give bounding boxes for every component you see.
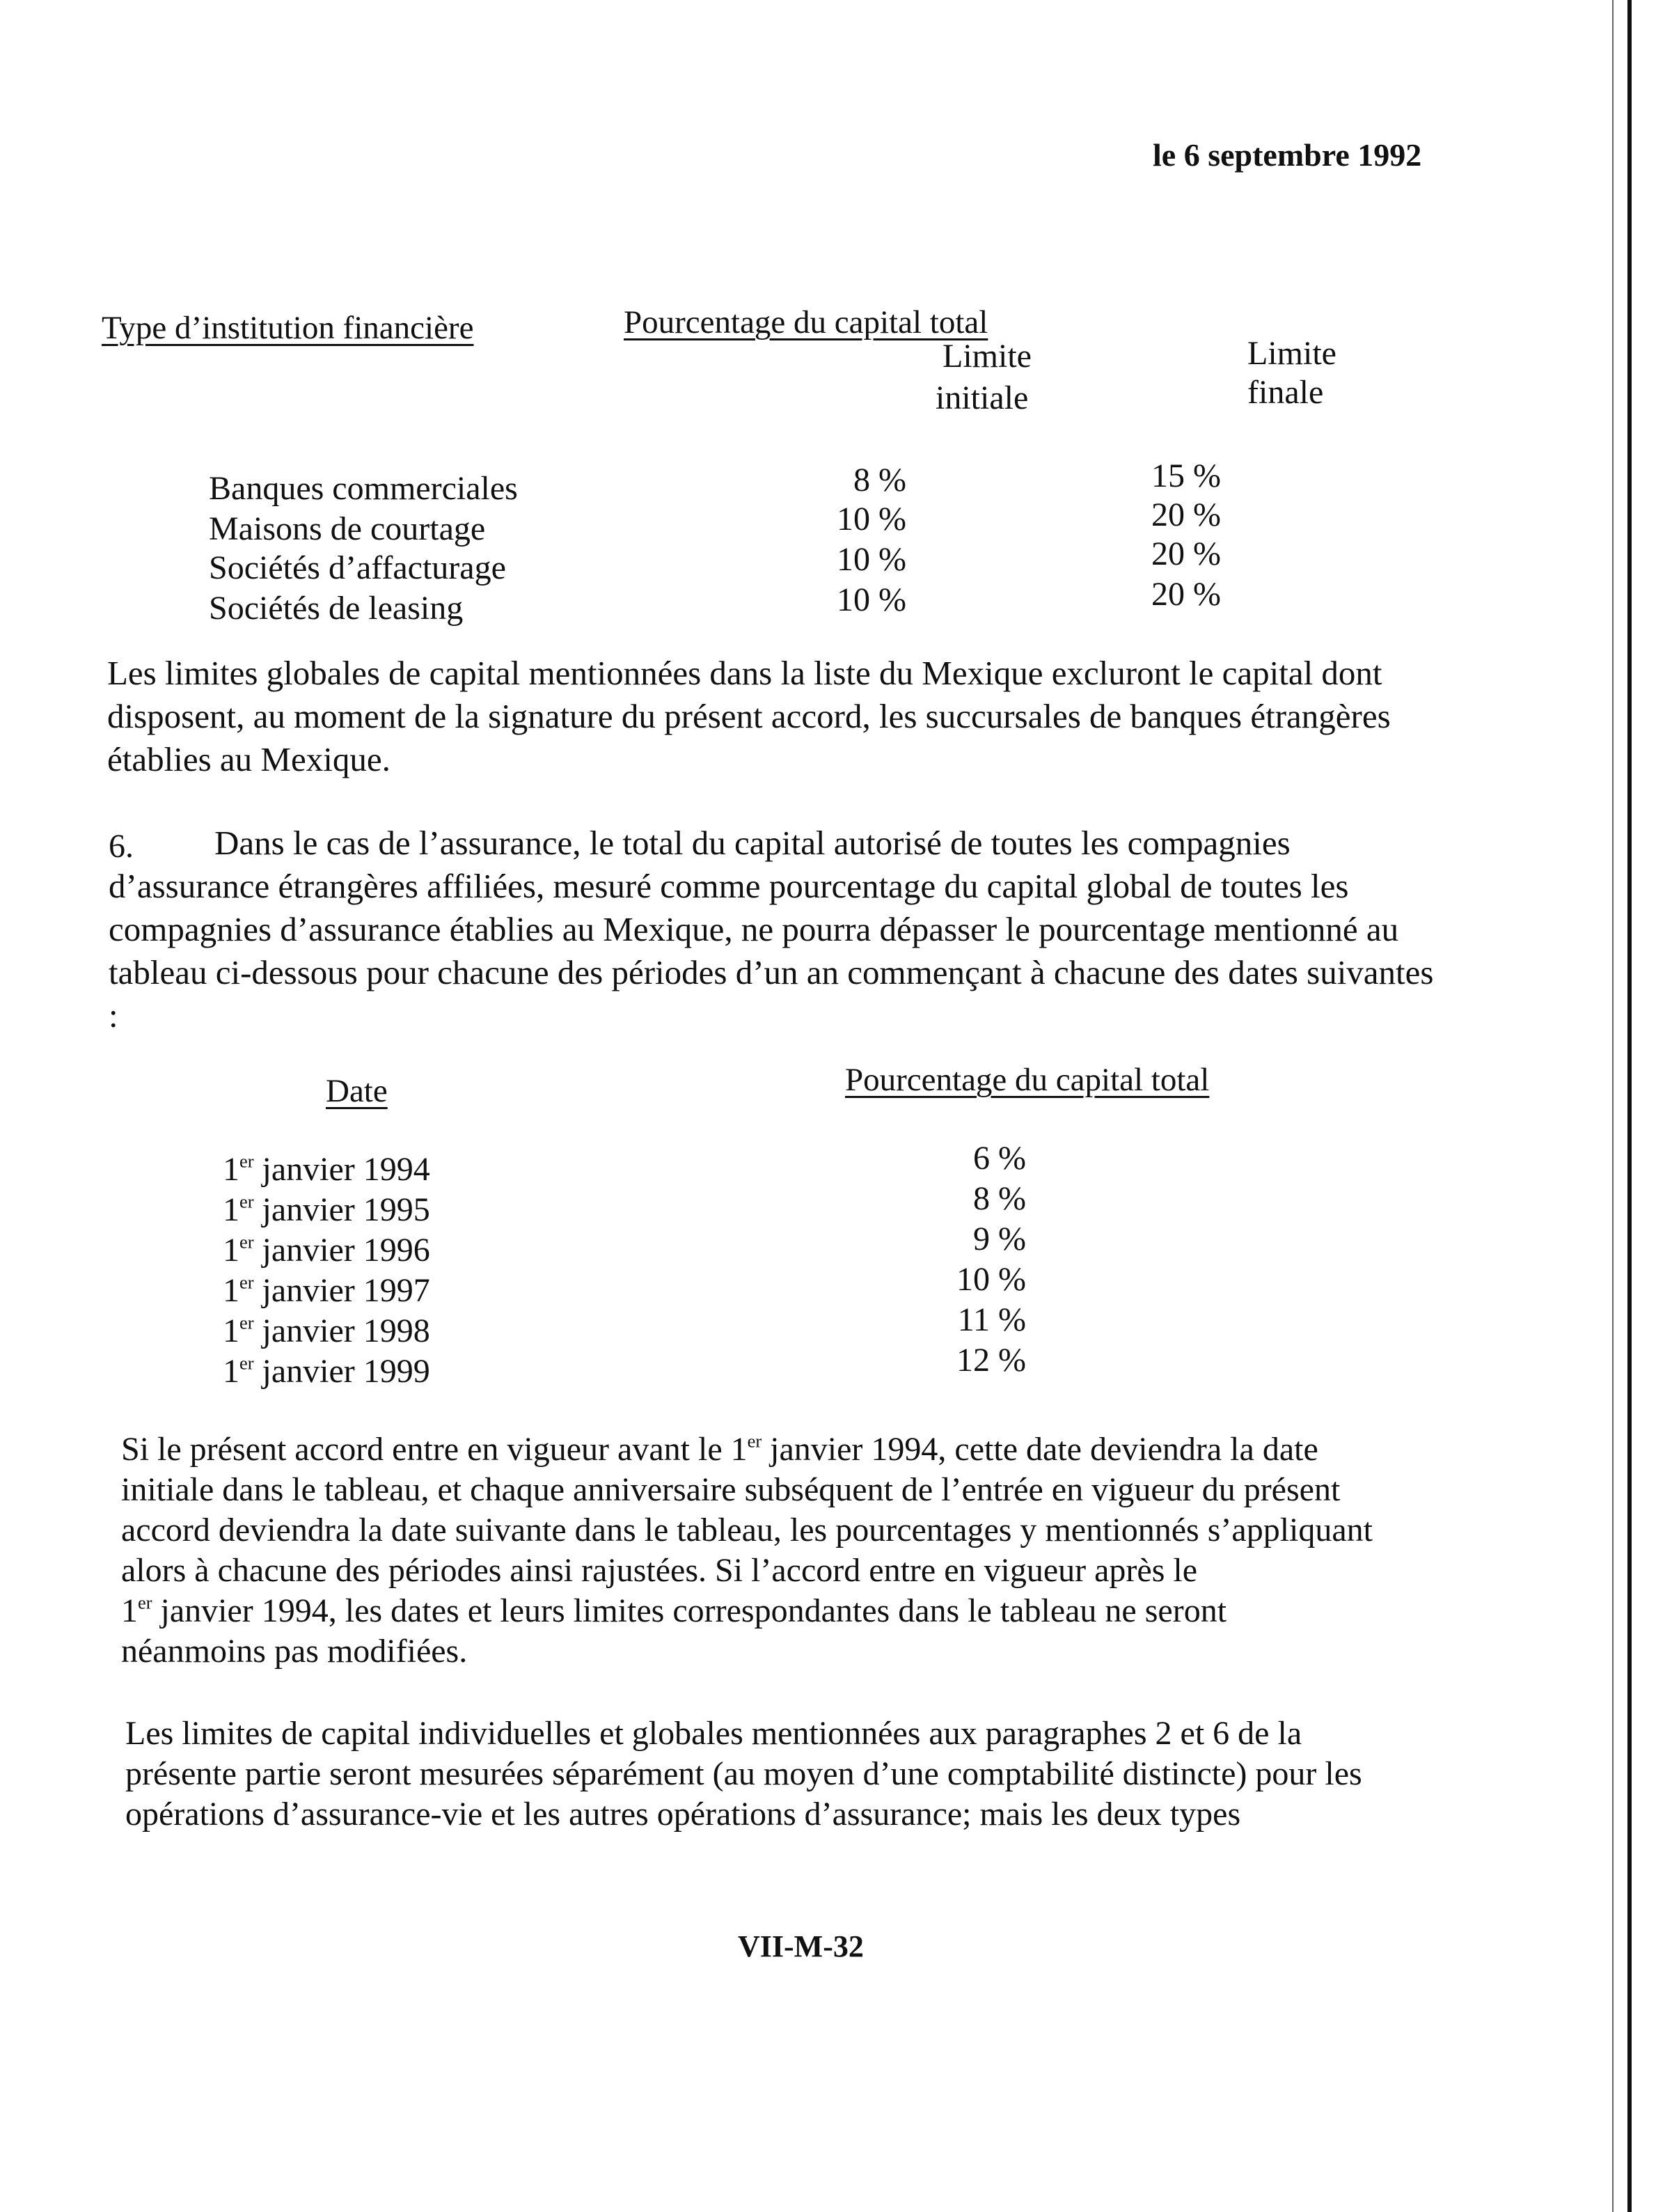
table1-header-percentage: Pourcentage du capital total xyxy=(624,304,988,340)
paragraph-entry-into-force-line: alors à chacune des périodes ainsi rajustées. Si l’accord entre en vigueur après le xyxy=(121,1552,1198,1589)
table1-subheader-final-line1: Limite xyxy=(1247,335,1336,372)
table1-cell-initial: 10 % xyxy=(837,581,906,618)
paragraph-entry-into-force-line: néanmoins pas modifiées. xyxy=(121,1633,468,1670)
paragraph-entry-into-force-line: 1er janvier 1994, les dates et leurs limites correspondantes dans le tableau ne seront xyxy=(121,1592,1227,1629)
table2-cell-pct: 8 % xyxy=(973,1180,1026,1217)
paragraph-capital-limits-line: opérations d’assurance-vie et les autres opérations d’assurance; mais les deux types xyxy=(125,1796,1241,1833)
paragraph-global-limits: Les limites globales de capital mentionnées dans la liste du Mexique excluront le capital dont disposent, au moment de la signature du présent accord, les succursales de banques étrangères établies au Mexique. xyxy=(107,654,1391,778)
table1-header-type: Type d’institution financière xyxy=(102,310,474,346)
table2-cell-pct: 9 % xyxy=(973,1221,1026,1257)
table1-cell-initial: 10 % xyxy=(837,541,906,578)
table2-header-date: Date xyxy=(326,1073,388,1109)
table1-cell-final: 20 % xyxy=(1151,496,1221,533)
table1-subheader-final-line2: finale xyxy=(1247,374,1324,411)
paragraph-insurance-text: Dans le cas de l’assurance, le total du capital autorisé de toutes les compagnies d’assurance étrangères affiliées, mesuré comme pourcentage du capital global de toutes les compagnies d’assurance établies au Mexique, ne pourra dépasser le pourcentage mentionné au tableau ci-dessous pour chacune des périodes d’un an commençant à chacune des dates suivantes : xyxy=(109,824,1434,1035)
binding-edge xyxy=(1627,0,1632,2212)
paragraph-capital-limits-line: présente partie seront mesurées séparément (au moyen d’une comptabilité distincte) pour les xyxy=(125,1755,1362,1792)
table1-cell-type: Maisons de courtage xyxy=(209,510,486,547)
table2-cell-date: 1er janvier 1997 xyxy=(223,1271,430,1309)
table2-cell-pct: 6 % xyxy=(973,1140,1026,1177)
table2-cell-date: 1er janvier 1999 xyxy=(223,1352,430,1390)
table2-cell-pct: 10 % xyxy=(956,1261,1026,1298)
table2-cell-pct: 11 % xyxy=(957,1301,1026,1338)
paragraph-entry-into-force-line: accord deviendra la date suivante dans le tableau, les pourcentages y mentionnés s’appliquant xyxy=(121,1512,1373,1548)
table1-cell-type: Sociétés de leasing xyxy=(209,590,464,627)
table2-header-percentage: Pourcentage du capital total xyxy=(845,1062,1210,1098)
table1-subheader-initial-line2: initiale xyxy=(936,379,1029,416)
table1-cell-initial: 10 % xyxy=(837,501,906,538)
table1-cell-initial: 8 % xyxy=(853,462,906,499)
paragraph-number: 6. xyxy=(109,828,134,865)
page-number: VII-M-32 xyxy=(738,1929,864,1963)
paragraph-insurance xyxy=(109,822,1445,1037)
table1-cell-final: 15 % xyxy=(1151,457,1221,494)
paragraph-entry-into-force-line: Si le présent accord entre en vigueur avant le 1er janvier 1994, cette date deviendra la date xyxy=(121,1430,1318,1468)
table2-cell-date: 1er janvier 1996 xyxy=(223,1231,430,1269)
table1-subheader-initial-line1: Limite xyxy=(943,338,1032,375)
table2-cell-date: 1er janvier 1995 xyxy=(223,1191,430,1228)
paragraph-capital-limits-line: Les limites de capital individuelles et globales mentionnées aux paragraphes 2 et 6 de la xyxy=(125,1715,1302,1752)
binding-edge-inner xyxy=(1612,0,1614,2212)
document-date: le 6 septembre 1992 xyxy=(1153,137,1422,173)
table1-cell-type: Banques commerciales xyxy=(209,470,518,507)
table2-cell-date: 1er janvier 1998 xyxy=(223,1312,430,1349)
table1-cell-type: Sociétés d’affacturage xyxy=(209,549,506,586)
table2-cell-pct: 12 % xyxy=(956,1342,1026,1379)
paragraph-entry-into-force-line: initiale dans le tableau, et chaque anniversaire subséquent de l’entrée en vigueur du présent xyxy=(121,1471,1341,1508)
table1-cell-final: 20 % xyxy=(1151,576,1221,613)
table1-cell-final: 20 % xyxy=(1151,535,1221,572)
table2-cell-date: 1er janvier 1994 xyxy=(223,1150,430,1188)
